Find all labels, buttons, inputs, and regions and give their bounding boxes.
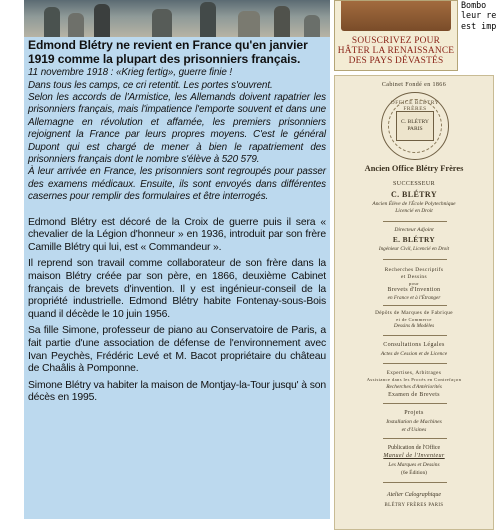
doc-service: Consultations Légales (383, 342, 445, 348)
war-bond-poster (334, 0, 458, 71)
doc-service: Dépôts de Marques de Fabrique (375, 310, 453, 316)
doc-service: BLÉTRY FRÈRES PARIS (384, 503, 444, 508)
doc-service: Expertises, Arbitrages (386, 370, 442, 376)
doc-service: et d'Usines (401, 427, 427, 433)
letterhead-document (334, 75, 494, 530)
seal-line: PARIS (407, 126, 423, 132)
doc-service: Installation de Machines (386, 419, 442, 425)
doc-service: Projets (404, 410, 424, 416)
italic-paragraph: 11 novembre 1918 : «Krieg fertig», guerre finie ! (28, 67, 233, 79)
article-text (28, 39, 326, 409)
italic-paragraph: Selon les accords de l'Armistice, les Allemands doivent rapatrier les prisonniers français, mais l'impatience l'emporte souvent et dans une Allemagne en révolution et affamée, les premiers prisonniers rejoignent la France par leurs propres moyens. C'est le général Dupont qui est chargé de mener à bien le rapatriement des prisonniers français dont le nombre s'élève à 520 579. (28, 92, 326, 166)
poster-line: DES PAYS DÉVASTÉS (348, 56, 444, 67)
seal-line: C. BLÉTRY (401, 119, 429, 125)
doc-service: Recherches Descriptifs (384, 267, 444, 273)
body-paragraph: Il reprend son travail comme collaborateur de son frère dans la maison Blétry créée par son père, en 1866, deuxième Cabinet français de brevets d'invention. Il y est ingénieur-conseil de la propriété industrielle. Edmond Blétry habite Fontenay-sous-Bois quand il décède le 10 juin 1956. (28, 258, 326, 320)
doc-service: (6e Édition) (401, 470, 427, 476)
doc-service: Publication de l'Office (387, 445, 441, 451)
side-line: leur re (461, 10, 497, 21)
poster-line: SOUSCRIVEZ POUR (351, 36, 441, 46)
doc-service: Recherches d'Antériorités (386, 384, 442, 390)
poster-line: HÂTER LA RENAISSANCE (337, 46, 455, 57)
doc-service: Brevets d'Invention (387, 287, 441, 293)
doc-service: et de Commerce (396, 317, 432, 322)
doc-service: Manuel de l'Inventeur (383, 453, 445, 459)
body-paragraph: Simone Blétry va habiter la maison de Montjay-la-Tour jusqu' à son décès en 1995. (28, 379, 326, 404)
side-line: Bombo (461, 0, 487, 10)
doc-service: et Dessins (400, 274, 427, 280)
doc-service: Actes de Cession et de Licence (380, 351, 448, 357)
body-paragraph: Edmond Blétry est décoré de la Croix de guerre puis il sera « chevalier de la Légion d'honneur » en 1936, introduit par son frère Camille Blétry qui lui, est « Commandeur ». (28, 216, 326, 253)
doc-title: Ancien Office Blétry Frères (364, 164, 464, 173)
side-line: est imp (461, 20, 497, 31)
italic-paragraph: À leur arrivée en France, les prisonniers sont regroupés pour passer des examens médicaux. Ensuite, ils sont envoyés dans différentes casernes pour remplir des formulaires et être interrogés. (28, 166, 326, 203)
doc-successeur: SUCCESSEUR (392, 181, 435, 187)
doc-director-label: Directeur Adjoint (394, 227, 434, 233)
cropped-side-text (461, 0, 500, 31)
doc-service: Assistance dans les Procès en Contrefaçon (366, 377, 462, 382)
doc-service: Dessins & Modèles (393, 323, 435, 329)
seal-center (396, 111, 434, 141)
article-column (24, 0, 330, 519)
poster-illustration (341, 1, 451, 31)
doc-service: pour (408, 281, 420, 286)
italic-section (28, 67, 326, 203)
doc-successor-desc: Ancien Élève de l'École Polytechnique (372, 201, 456, 207)
poster-text (337, 36, 455, 67)
body-section (28, 217, 326, 405)
doc-service: Les Marques et Dessins (388, 462, 440, 468)
historic-photo (24, 0, 330, 37)
doc-service: Examen de Brevets (388, 392, 440, 398)
doc-founded: Cabinet Fondé en 1866 (381, 82, 447, 88)
office-seal (381, 92, 449, 160)
doc-director-desc: Ingénieur Civil, Licencié en Droit (378, 246, 450, 252)
body-paragraph: Sa fille Simone, professeur de piano au Conservatoire de Paris, a fait partie d'une association de défense de l'environnement avec Ivan Peychès, Frédéric Levé et M. Bacot propriétaire du château de Chaâlis à Pomponne. (28, 325, 326, 375)
italic-paragraph: Dans tous les camps, ce cri retentit. Les portes s'ouvrent. (28, 79, 273, 91)
doc-successor-name: C. BLÉTRY (391, 190, 437, 199)
doc-successor-desc: Licencié en Droit (395, 208, 433, 214)
seal-ring-text: OFFICE BLÉTRY FRÈRES (390, 100, 440, 112)
doc-service: en France et à l'Étranger (387, 295, 441, 301)
doc-director-name: E. BLÉTRY (392, 235, 436, 244)
article-headline: Edmond Blétry ne revient en France qu'en janvier 1919 comme la plupart des prisonniers français. (28, 38, 308, 66)
doc-service: Atelier Calographique (386, 492, 442, 498)
